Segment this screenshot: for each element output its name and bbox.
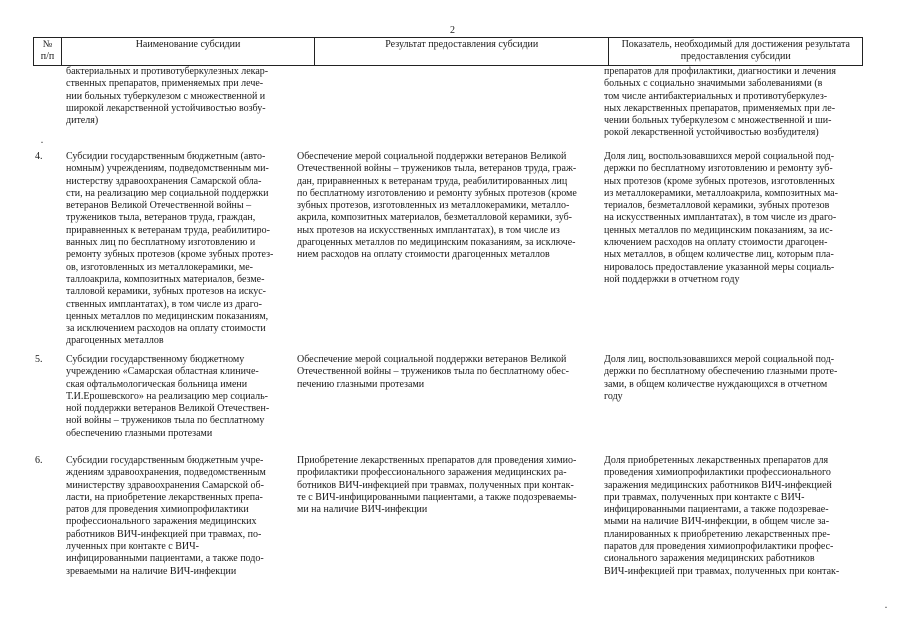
scan-mark: · [884, 600, 888, 614]
row0-name: бактериальных и противотуберкулезных лекар- ственных препаратов, применяемых при лече- нии больных туберкулезом с множественной и широкой лекарственной устойчивостью возбу- дителя) [66, 66, 269, 127]
row6-name: Субсидии государственным бюджетным учре- ждениям здравоохранения, подведомственным министерству здравоохранения Самарской об- ласти, на приобретение лекарственных препа- ратов для проведения химиопрофилактики профессионального заражения медицинских работников ВИЧ-инфекцией при травмах, по- лученных при контакте с ВИЧ- инфицированными пациентами, а также подо- зреваемыми на наличие ВИЧ-инфекции [66, 455, 266, 577]
row5-result: Обеспечение мерой социальной поддержки ветеранов Великой Отечественной войны – тружеников тыла по бесплатному обес- печению глазными протезами [297, 354, 570, 390]
row5-indicator: Доля лиц, воспользовавшихся мерой социальной под- держки по бесплатному обеспечению глазными проте- зами, в общем количестве нуждающихся в отчетном году [604, 354, 838, 402]
row6-indicator: Доля приобретенных лекарственных препаратов для проведения химиопрофилактики профессионального заражения медицинских работников ВИЧ-инфекцией при травмах, полученных при контакте с ВИЧ- инфицированными пациентами, а также подозревае- мыми на наличие ВИЧ-инфекции, в общем числе за- планированных к приобретению лекарственных пре- паратов для проведения химиопрофилактики профес- сионального заражения медицинских работников ВИЧ-инфекцией при травмах, полученных при контак- [604, 455, 840, 577]
row5-number: 5. [35, 354, 43, 365]
header-result: Результат предоставления субсидии [315, 38, 609, 65]
row5-name: Субсидии государственному бюджетному учреждению «Самарская областная клиниче- ская офтальмологическая больница имени Т.И.Ерошевского» на реализацию мер социаль- ной поддержки ветеранов Великой Отечествен- ной войны – тружеников тыла по бесплатному обеспечению глазными протезами [66, 354, 270, 439]
row4-indicator: Доля лиц, воспользовавшихся мерой социальной под- держки по бесплатному изготовлению и ремонту зуб- ных протезов (кроме зубных протезов, изготовленных из металлокерамики, металлоакрила, композитных ма- териалов, безметалловой керамики, зубных протезов на искусственных имплантатах), в том числе из драго- ценных металлов по медицинским показаниям, за ис- ключением расходов на оплату стоимости драгоцен- ных металлов, в общем количестве лиц, которым пла- нировалось предоставление указанной меры социаль- ной поддержки в отчетном году [604, 151, 838, 285]
row4-name: Субсидии государственным бюджетным (авто- номным) учреждениям, подведомственным ми- нистерству здравоохранения Самарской обла- сти, на реализацию мер социальной поддержки ветеранов Великой Отечественной войны – тружеников тыла, ветеранов труда, граждан, приравненных к ветеранам труда, реабилитиро- ванных лиц по бесплатному изготовлению и ремонту зубных протезов (кроме зубных протез- ов, изготовленных из металлокерамики, ме- таллоакрила, композитных материалов, безме- талловой керамики, зубных протезов на искус- ственных имплантатах), в том числе из драго- ценных металлов по медицинским показаниям, за исключением расходов на оплату стоимости драгоценных металлов [66, 151, 274, 347]
scan-mark: · [40, 135, 44, 149]
row6-number: 6. [35, 455, 43, 466]
page-number: 2 [450, 25, 455, 36]
row4-result: Обеспечение мерой социальной поддержки ветеранов Великой Отечественной войны – тружеников тыла, ветеранов труда, граж- дан, приравненных к ветеранам труда, реабилитированных лиц по бесплатному изготовлению и ремонту зубных протезов (кроме зубных протезов, изготовленных из металлокерамики, металло- акрила, композитных материалов, безметалловой керамики, зуб- ных протезов на искусственных имплантатах), в том числе из драгоценных металлов по медицинским показаниям, за исключе- нием расходов на оплату стоимости драгоценных металлов [297, 151, 577, 261]
header-num: № п/п [33, 38, 62, 65]
header-name: Наименование субсидии [62, 38, 315, 65]
row4-number: 4. [35, 151, 43, 162]
row6-result: Приобретение лекарственных препаратов для проведения химио- профилактики профессионального заражения медицинских ра- ботников ВИЧ-инфекцией при травмах, полученных при контак- те с ВИЧ-инфицированными пациентами, а также подозреваемы- ми на наличие ВИЧ-инфекции [297, 455, 577, 516]
table-header [33, 37, 863, 66]
row0-indicator: препаратов для профилактики, диагностики и лечения больных с социально значимыми заболеваниями (в том числе антибактериальных и противотуберкулез- ных лекарственных препаратов, применяемых при ле- чении больных туберкулезом с множественной и ши- рокой лекарственной устойчивостью возбудителя) [604, 66, 836, 139]
header-indicator: Показатель, необходимый для достижения результата предоставления субсидии [609, 38, 863, 65]
